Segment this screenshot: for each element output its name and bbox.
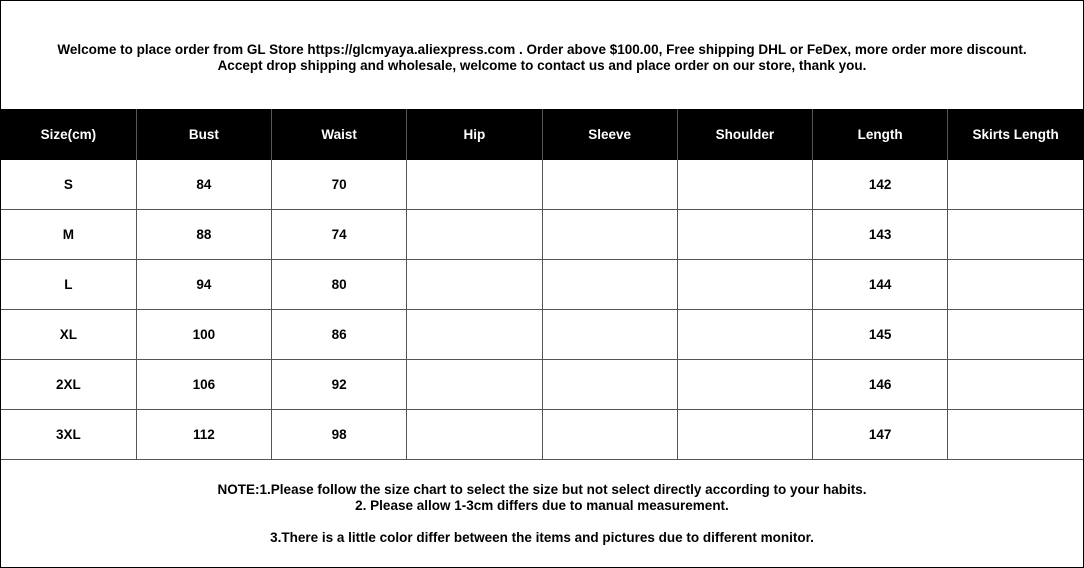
skirts-length-cell [948, 260, 1083, 310]
table-row [1, 410, 1083, 460]
waist-cell: 70 [272, 160, 407, 210]
col-header-sleeve: Sleeve [542, 109, 677, 160]
length-cell: 143 [813, 210, 948, 260]
skirts-length-cell [948, 310, 1083, 360]
sleeve-cell [542, 410, 677, 460]
skirts-length-cell [948, 360, 1083, 410]
table-row [1, 210, 1083, 260]
table-row [1, 360, 1083, 410]
shoulder-cell [677, 160, 812, 210]
sleeve-cell [542, 260, 677, 310]
sleeve-cell [542, 160, 677, 210]
waist-cell: 92 [272, 360, 407, 410]
size-table [1, 109, 1083, 460]
size-cell: M [1, 210, 136, 260]
bust-cell: 100 [136, 310, 271, 360]
col-header-shoulder: Shoulder [677, 109, 812, 160]
col-header-hip: Hip [407, 109, 542, 160]
hip-cell [407, 160, 542, 210]
size-notes [1, 458, 1083, 567]
bust-cell: 112 [136, 410, 271, 460]
sleeve-cell [542, 210, 677, 260]
hip-cell [407, 410, 542, 460]
length-cell: 144 [813, 260, 948, 310]
size-cell: L [1, 260, 136, 310]
col-header-size: Size(cm) [1, 109, 136, 160]
sleeve-cell [542, 360, 677, 410]
waist-cell: 98 [272, 410, 407, 460]
table-row [1, 160, 1083, 210]
note-1: NOTE:1.Please follow the size chart to select the size but not select directly according to your habits. [217, 482, 867, 497]
hip-cell [407, 260, 542, 310]
size-table-header-row [1, 109, 1083, 160]
col-header-skirts-length: Skirts Length [948, 109, 1083, 160]
size-table-container [1, 109, 1083, 460]
welcome-line-2: Accept drop shipping and wholesale, welcome to contact us and place order on our store, thank you. [217, 58, 867, 73]
note-2: 2. Please allow 1-3cm differs due to manual measurement. [355, 498, 729, 513]
waist-cell: 86 [272, 310, 407, 360]
shoulder-cell [677, 260, 812, 310]
col-header-length: Length [813, 109, 948, 160]
skirts-length-cell [948, 410, 1083, 460]
waist-cell: 80 [272, 260, 407, 310]
store-welcome-banner [1, 1, 1083, 109]
waist-cell: 74 [272, 210, 407, 260]
welcome-line-1: Welcome to place order from GL Store https://glcmyaya.aliexpress.com . Order above $100.00, Free shipping DHL or FeDex, more order more discount. [57, 42, 1027, 57]
shoulder-cell [677, 360, 812, 410]
hip-cell [407, 360, 542, 410]
bust-cell: 88 [136, 210, 271, 260]
size-cell: 3XL [1, 410, 136, 460]
bust-cell: 84 [136, 160, 271, 210]
bust-cell: 94 [136, 260, 271, 310]
length-cell: 146 [813, 360, 948, 410]
size-cell: 2XL [1, 360, 136, 410]
size-cell: S [1, 160, 136, 210]
skirts-length-cell [948, 210, 1083, 260]
length-cell: 142 [813, 160, 948, 210]
skirts-length-cell [948, 160, 1083, 210]
hip-cell [407, 210, 542, 260]
note-3: 3.There is a little color differ between the items and pictures due to different monitor. [270, 530, 814, 545]
length-cell: 147 [813, 410, 948, 460]
length-cell: 145 [813, 310, 948, 360]
col-header-bust: Bust [136, 109, 271, 160]
table-row [1, 310, 1083, 360]
col-header-waist: Waist [272, 109, 407, 160]
shoulder-cell [677, 310, 812, 360]
shoulder-cell [677, 410, 812, 460]
shoulder-cell [677, 210, 812, 260]
table-row [1, 260, 1083, 310]
hip-cell [407, 310, 542, 360]
bust-cell: 106 [136, 360, 271, 410]
size-cell: XL [1, 310, 136, 360]
sleeve-cell [542, 310, 677, 360]
